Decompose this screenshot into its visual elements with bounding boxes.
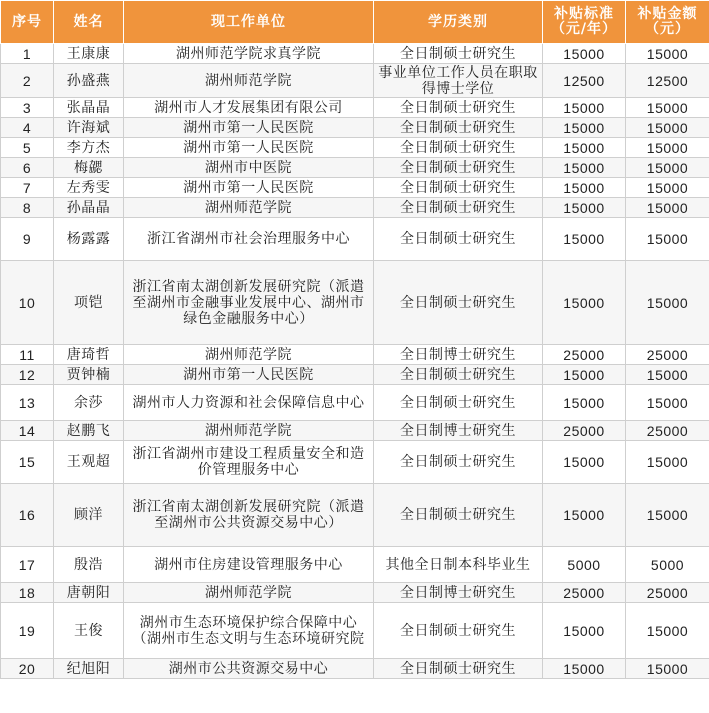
cell-employer: 湖州师范学院 [124,421,374,441]
cell-education: 全日制硕士研究生 [374,603,543,659]
table-row [1,64,709,98]
cell-employer: 浙江省湖州市建设工程质量安全和造价管理服务中心 [124,441,374,484]
cell-name: 顾洋 [54,484,124,547]
table-row [1,178,709,198]
cell-standard: 15000 [543,385,626,421]
cell-amount: 15000 [626,659,709,679]
table-row [1,98,709,118]
table-row [1,345,709,365]
cell-education: 全日制博士研究生 [374,345,543,365]
cell-index: 15 [1,441,54,484]
cell-index: 13 [1,385,54,421]
cell-name: 孙晶晶 [54,198,124,218]
cell-amount: 15000 [626,441,709,484]
cell-employer: 湖州市第一人民医院 [124,178,374,198]
cell-amount: 15000 [626,261,709,345]
cell-standard: 15000 [543,138,626,158]
table-row [1,484,709,547]
cell-standard: 15000 [543,484,626,547]
cell-standard: 12500 [543,64,626,98]
cell-index: 19 [1,603,54,659]
cell-index: 10 [1,261,54,345]
cell-education: 其他全日制本科毕业生 [374,547,543,583]
cell-education: 全日制博士研究生 [374,583,543,603]
cell-education: 全日制硕士研究生 [374,218,543,261]
cell-amount: 15000 [626,138,709,158]
cell-education: 全日制硕士研究生 [374,484,543,547]
cell-index: 11 [1,345,54,365]
cell-amount: 15000 [626,178,709,198]
cell-education: 全日制硕士研究生 [374,118,543,138]
table-row [1,261,709,345]
cell-standard: 15000 [543,158,626,178]
cell-employer: 湖州师范学院 [124,64,374,98]
cell-index: 8 [1,198,54,218]
cell-name: 梅勰 [54,158,124,178]
cell-index: 18 [1,583,54,603]
table-row [1,583,709,603]
header-standard: 补贴标准（元/年） [543,1,626,44]
cell-employer: 湖州师范学院求真学院 [124,44,374,64]
cell-name: 殷浩 [54,547,124,583]
header-employer: 现工作单位 [124,1,374,44]
cell-name: 赵鹏飞 [54,421,124,441]
cell-employer: 湖州市人力资源和社会保障信息中心 [124,385,374,421]
table-row [1,118,709,138]
cell-employer: 湖州师范学院 [124,583,374,603]
table-row [1,138,709,158]
cell-education: 全日制硕士研究生 [374,441,543,484]
cell-name: 贾钟楠 [54,365,124,385]
cell-name: 孙盛燕 [54,64,124,98]
cell-standard: 15000 [543,603,626,659]
cell-standard: 15000 [543,659,626,679]
cell-education: 全日制硕士研究生 [374,198,543,218]
table-row [1,441,709,484]
cell-standard: 15000 [543,365,626,385]
header-row [1,1,709,44]
cell-amount: 15000 [626,44,709,64]
cell-education: 全日制硕士研究生 [374,44,543,64]
cell-name: 李方杰 [54,138,124,158]
cell-standard: 25000 [543,421,626,441]
cell-amount: 15000 [626,98,709,118]
table-row [1,44,709,64]
cell-employer: 湖州市人才发展集团有限公司 [124,98,374,118]
table-row [1,603,709,659]
table-row [1,158,709,178]
cell-name: 项铠 [54,261,124,345]
cell-name: 王观超 [54,441,124,484]
cell-standard: 25000 [543,345,626,365]
cell-education: 全日制硕士研究生 [374,178,543,198]
cell-employer: 湖州市第一人民医院 [124,118,374,138]
cell-name: 张晶晶 [54,98,124,118]
cell-index: 16 [1,484,54,547]
cell-standard: 15000 [543,441,626,484]
cell-name: 余莎 [54,385,124,421]
cell-amount: 15000 [626,158,709,178]
cell-index: 20 [1,659,54,679]
cell-standard: 15000 [543,98,626,118]
cell-index: 14 [1,421,54,441]
cell-amount: 15000 [626,198,709,218]
table-row [1,385,709,421]
cell-name: 左秀雯 [54,178,124,198]
table-body [1,44,709,679]
table-row [1,198,709,218]
cell-standard: 15000 [543,218,626,261]
cell-name: 王俊 [54,603,124,659]
cell-name: 唐琦哲 [54,345,124,365]
cell-amount: 25000 [626,421,709,441]
cell-amount: 15000 [626,603,709,659]
cell-education: 全日制硕士研究生 [374,261,543,345]
cell-employer: 浙江省南太湖创新发展研究院（派遣至湖州市公共资源交易中心） [124,484,374,547]
cell-education: 全日制硕士研究生 [374,138,543,158]
cell-amount: 12500 [626,64,709,98]
cell-employer: 湖州市住房建设管理服务中心 [124,547,374,583]
cell-standard: 5000 [543,547,626,583]
cell-index: 6 [1,158,54,178]
cell-amount: 25000 [626,345,709,365]
cell-employer: 浙江省南太湖创新发展研究院（派遣至湖州市金融事业发展中心、湖州市绿色金融服务中心） [124,261,374,345]
cell-employer: 湖州市中医院 [124,158,374,178]
cell-amount: 15000 [626,385,709,421]
header-index: 序号 [1,1,54,44]
cell-employer: 浙江省湖州市社会治理服务中心 [124,218,374,261]
cell-amount: 15000 [626,218,709,261]
header-amount: 补贴金额（元） [626,1,709,44]
header-name: 姓名 [54,1,124,44]
cell-standard: 15000 [543,44,626,64]
cell-index: 4 [1,118,54,138]
cell-name: 纪旭阳 [54,659,124,679]
cell-name: 许海斌 [54,118,124,138]
cell-employer: 湖州市第一人民医院 [124,365,374,385]
header-education: 学历类别 [374,1,543,44]
cell-amount: 15000 [626,118,709,138]
cell-index: 9 [1,218,54,261]
cell-index: 17 [1,547,54,583]
cell-amount: 15000 [626,484,709,547]
cell-index: 12 [1,365,54,385]
cell-amount: 5000 [626,547,709,583]
table-row [1,218,709,261]
cell-education: 全日制硕士研究生 [374,659,543,679]
cell-index: 1 [1,44,54,64]
cell-education: 全日制博士研究生 [374,421,543,441]
cell-name: 王康康 [54,44,124,64]
cell-standard: 15000 [543,118,626,138]
table-row [1,547,709,583]
cell-employer: 湖州市公共资源交易中心 [124,659,374,679]
table-row [1,365,709,385]
cell-name: 唐朝阳 [54,583,124,603]
cell-education: 全日制硕士研究生 [374,385,543,421]
cell-education: 全日制硕士研究生 [374,158,543,178]
table-row [1,659,709,679]
cell-standard: 15000 [543,198,626,218]
cell-education: 全日制硕士研究生 [374,365,543,385]
cell-employer: 湖州市第一人民医院 [124,138,374,158]
cell-education: 事业单位工作人员在职取得博士学位 [374,64,543,98]
cell-standard: 15000 [543,178,626,198]
cell-employer: 湖州师范学院 [124,345,374,365]
cell-index: 3 [1,98,54,118]
cell-standard: 15000 [543,261,626,345]
cell-amount: 15000 [626,365,709,385]
table-row [1,421,709,441]
cell-employer: 湖州市生态环境保护综合保障中心（湖州市生态文明与生态环境研究院 [124,603,374,659]
cell-employer: 湖州师范学院 [124,198,374,218]
cell-standard: 25000 [543,583,626,603]
cell-amount: 25000 [626,583,709,603]
cell-name: 杨露露 [54,218,124,261]
cell-index: 7 [1,178,54,198]
cell-index: 5 [1,138,54,158]
cell-education: 全日制硕士研究生 [374,98,543,118]
cell-index: 2 [1,64,54,98]
